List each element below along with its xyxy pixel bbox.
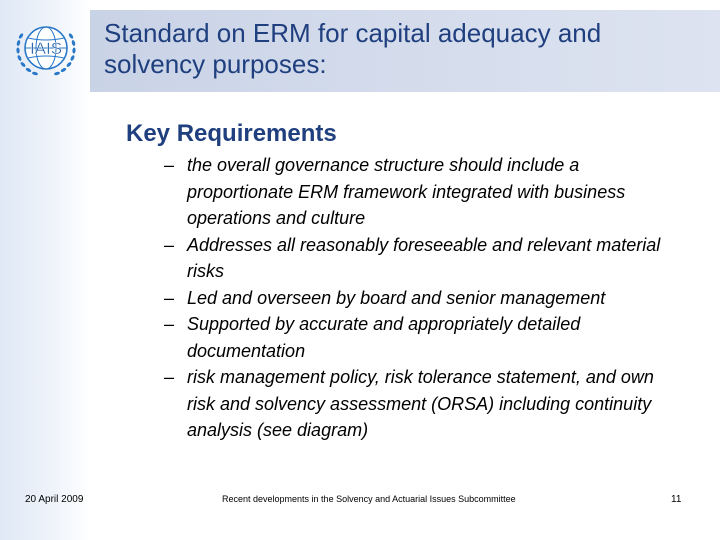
bullet-dash: –	[164, 234, 175, 255]
bullet-dash: –	[164, 314, 175, 334]
section-heading: Key Requirements	[126, 120, 337, 147]
list-item	[160, 311, 680, 364]
logo-text: IAIS	[29, 39, 63, 58]
page-number: 11	[671, 494, 682, 505]
iais-logo	[10, 12, 82, 84]
footer-title: Recent developments in the Solvency and Actuarial Issues Subcommittee	[222, 494, 516, 504]
list-item-text: Addresses all reasonably foreseeable and relevant material risks	[187, 234, 661, 281]
slide-title: Standard on ERM for capital adequacy and solvency purposes:	[104, 18, 602, 79]
list-item	[160, 364, 680, 444]
list-item-text: risk management policy, risk tolerance statement, and own risk and solvency assessment (ORSA) including continuity analysis (see diagram)	[187, 367, 654, 440]
bullet-dash: –	[164, 287, 175, 308]
footer-date: 20 April 2009	[25, 494, 84, 505]
list-item-text: Led and overseen by board and senior management	[187, 287, 606, 308]
requirements-list	[160, 152, 680, 444]
bullet-dash: –	[164, 367, 175, 387]
list-item	[160, 285, 680, 312]
list-item	[160, 152, 680, 232]
list-item-text: Supported by accurate and appropriately detailed documentation	[187, 314, 581, 361]
bullet-dash: –	[164, 155, 175, 175]
list-item-text: the overall governance structure should include a proportionate ERM framework integrated with business operations and culture	[187, 155, 626, 228]
list-item	[160, 232, 680, 285]
